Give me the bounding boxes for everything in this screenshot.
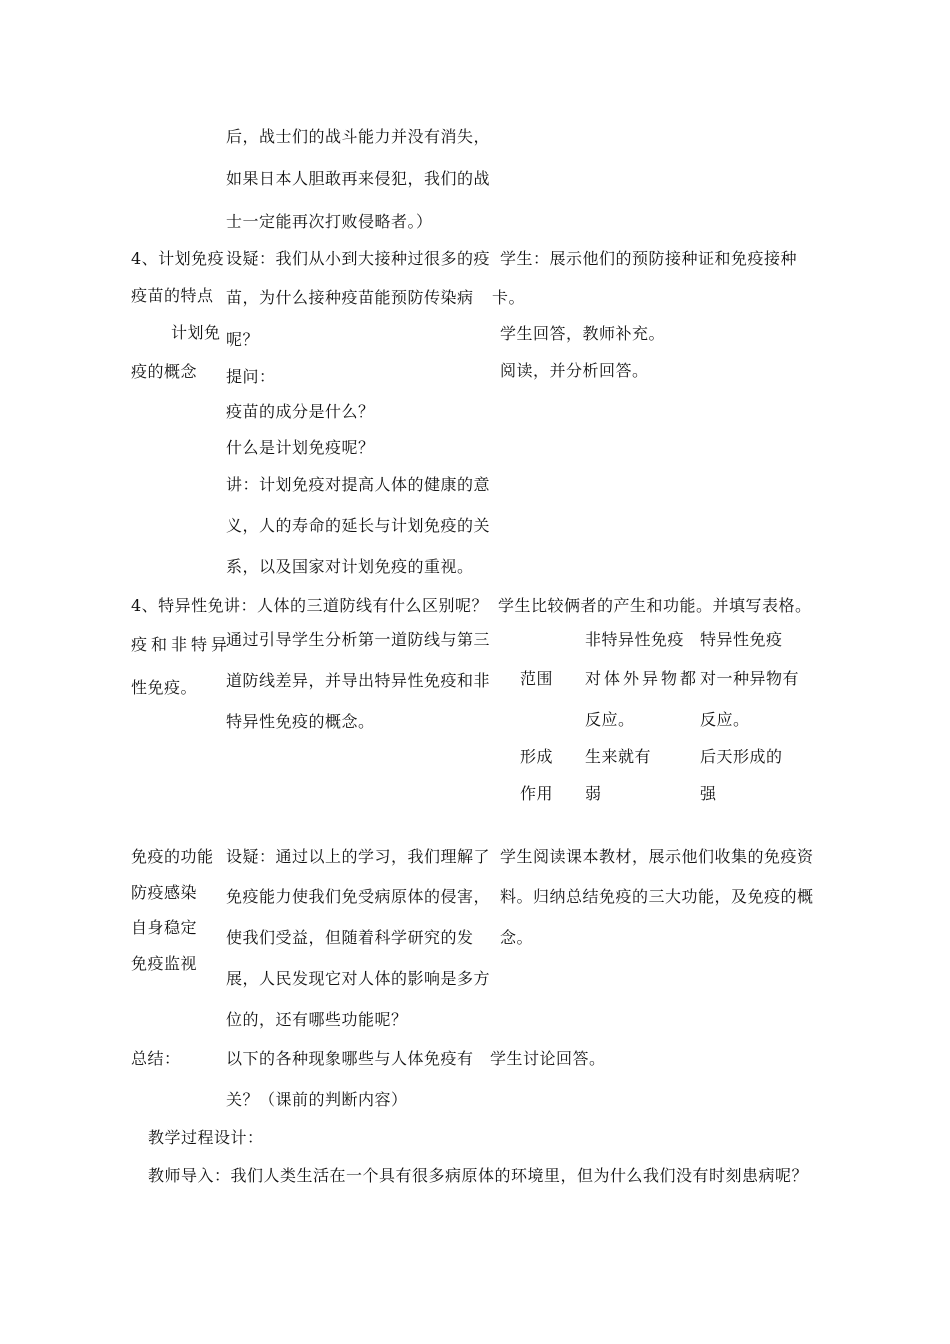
section-heading: 4、计划免疫 <box>131 249 225 268</box>
section-heading: 疫的概念 <box>131 362 198 381</box>
table-row-label: 作用 <box>520 784 554 803</box>
paragraph: 教师导入：我们人类生活在一个具有很多病原体的环境里，但为什么我们没有时刻患病呢？ <box>148 1166 809 1185</box>
section-heading: 4、特异性免 <box>131 596 225 615</box>
text-line: 提问： <box>226 367 276 386</box>
text-line: 学生回答，教师补充。 <box>500 324 666 343</box>
text-line: 特异性免疫的概念。 <box>226 712 375 731</box>
text-line: 讲：计划免疫对提高人体的健康的意 <box>226 475 491 494</box>
text-line: 展，人民发现它对人体的影响是多方 <box>226 969 491 988</box>
section-heading: 防疫感染 <box>131 883 198 902</box>
section-heading: 免疫监视 <box>131 954 198 973</box>
table-row-label: 形成 <box>520 747 554 766</box>
text-line: 念。 <box>500 928 534 947</box>
text-line: 呢？ <box>226 330 260 349</box>
text-line: 学生：展示他们的预防接种证和免疫接种 <box>500 249 798 268</box>
table-cell: 强 <box>700 784 717 803</box>
text-line: 学生比较俩者的产生和功能。并填写表格。 <box>498 596 812 615</box>
text-line: 系，以及国家对计划免疫的重视。 <box>226 557 474 576</box>
text-line: 什么是计划免疫呢？ <box>226 438 375 457</box>
text-line: 通过引导学生分析第一道防线与第三 <box>226 630 491 649</box>
text-line: 苗，为什么接种疫苗能预防传染病 <box>226 288 474 307</box>
subheading: 教学过程设计： <box>148 1128 264 1147</box>
text-line: 疫苗的成分是什么？ <box>226 402 375 421</box>
text-line: 后，战士们的战斗能力并没有消失， <box>226 127 491 146</box>
section-heading: 自身稳定 <box>131 918 198 937</box>
table-cell: 对体外异物都 <box>585 669 700 688</box>
section-heading: 疫和非特异 <box>131 635 232 654</box>
table-row-label: 范围 <box>520 669 554 688</box>
text-line: 如果日本人胆敢再来侵犯，我们的战 <box>226 169 491 188</box>
table-cell: 生来就有 <box>585 747 652 766</box>
text-line: 义，人的寿命的延长与计划免疫的关 <box>226 516 491 535</box>
table-header-nonspecific: 非特异性免疫 <box>585 630 685 649</box>
text-line: 道防线差异，并导出特异性免疫和非 <box>226 671 491 690</box>
text-line: 使我们受益，但随着科学研究的发 <box>226 928 474 947</box>
text-line: 设疑：通过以上的学习，我们理解了 <box>226 847 491 866</box>
text-line: 位的，还有哪些功能呢？ <box>226 1010 408 1029</box>
table-header-specific: 特异性免疫 <box>700 630 783 649</box>
text-line: 设疑：我们从小到大接种过很多的疫 <box>226 249 491 268</box>
section-heading: 疫苗的特点 <box>131 286 214 305</box>
table-cell: 后天形成的 <box>700 747 783 766</box>
text-line: 学生讨论回答。 <box>490 1049 606 1068</box>
text-line: 关？（课前的判断内容） <box>226 1090 408 1109</box>
table-cell: 对一种异物有 <box>700 669 800 688</box>
text-line: 以下的各种现象哪些与人体免疫有 <box>226 1049 474 1068</box>
text-line: 士一定能再次打败侵略者。） <box>226 212 433 231</box>
text-line: 阅读，并分析回答。 <box>500 361 649 380</box>
section-heading: 免疫的功能 <box>131 847 214 866</box>
table-cell: 反应。 <box>585 710 635 729</box>
text-line: 免疫能力使我们免受病原体的侵害， <box>226 887 491 906</box>
text-line: 卡。 <box>492 288 526 307</box>
text-line: 讲：人体的三道防线有什么区别呢？ <box>224 596 489 615</box>
section-heading: 计划免 <box>171 323 221 342</box>
text-line: 学生阅读课本教材，展示他们收集的免疫资 <box>500 847 814 866</box>
table-cell: 反应。 <box>700 710 750 729</box>
text-line: 料。归纳总结免疫的三大功能，及免疫的概 <box>500 887 814 906</box>
table-cell: 弱 <box>585 784 602 803</box>
section-heading: 性免疫。 <box>131 678 198 697</box>
section-heading: 总结： <box>131 1049 181 1068</box>
